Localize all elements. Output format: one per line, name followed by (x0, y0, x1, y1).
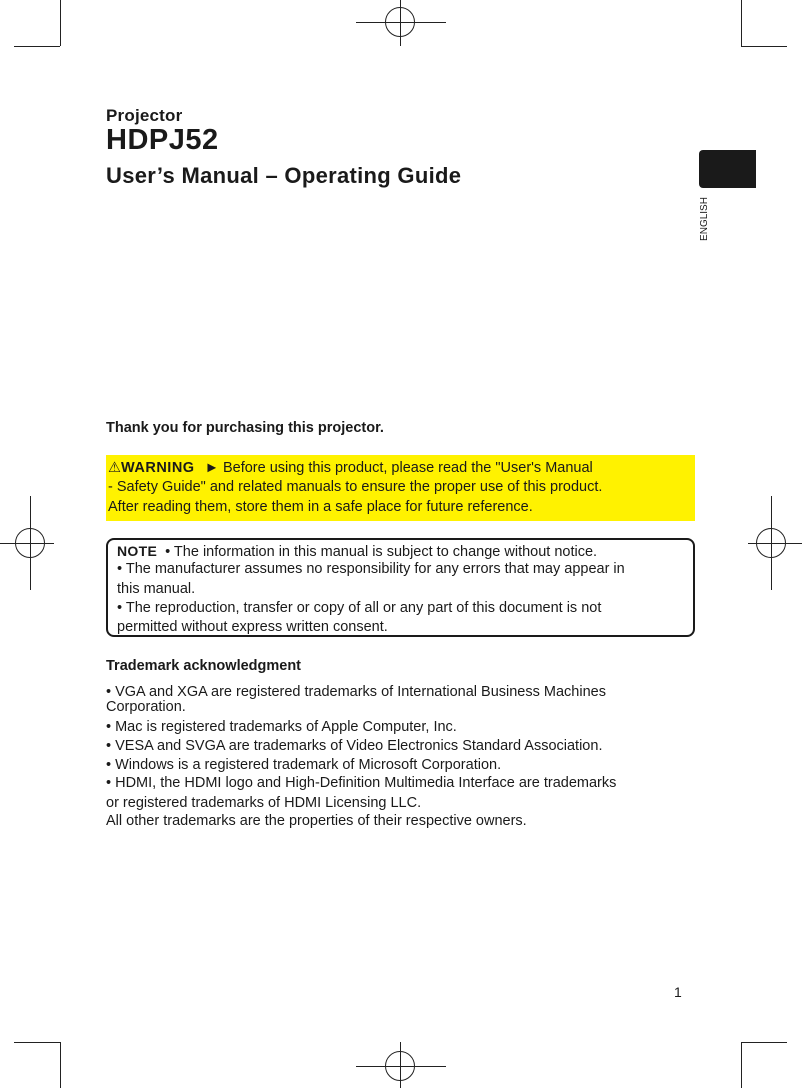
guide-title: User’s Manual – Operating Guide (106, 163, 462, 188)
trademark-line: • Mac is registered trademarks of Apple Computer, Inc. (106, 719, 457, 735)
warning-line-3: After reading them, store them in a safe place for future reference. (108, 499, 533, 515)
language-label: ENGLISH (699, 197, 710, 241)
trademark-heading: Trademark acknowledgment (106, 658, 302, 674)
warning-line-1 (108, 460, 593, 476)
note-line-1 (117, 543, 597, 560)
page-number: 1 (674, 984, 682, 1000)
warning-title: WARNING (121, 460, 195, 476)
note-line-5: permitted without express written consent. (117, 619, 388, 635)
language-tab (699, 150, 756, 188)
trademark-line: • VESA and SVGA are trademarks of Video Electronics Standard Association. (106, 738, 603, 754)
trademark-line: • Windows is a registered trademark of Microsoft Corporation. (106, 757, 502, 773)
trademark-line: Corporation. (106, 699, 186, 715)
warning-text-1: Before using this product, please read the "User's Manual (222, 460, 593, 476)
thanks-text: Thank you for purchasing this projector. (106, 420, 384, 436)
note-line-3: this manual. (117, 581, 196, 597)
warning-triangle-icon: ⚠ (108, 460, 121, 476)
warning-line-2: - Safety Guide" and related manuals to ensure the proper use of this product. (108, 479, 603, 495)
note-line-4: • The reproduction, transfer or copy of all or any part of this document is not (117, 600, 602, 616)
note-title: NOTE (117, 543, 158, 559)
arrow-right-icon: ► (204, 460, 219, 476)
trademark-line: • HDMI, the HDMI logo and High-Definition Multimedia Interface are trademarks (106, 775, 617, 791)
warning-box (106, 455, 695, 521)
note-box (106, 538, 695, 637)
note-text-1: • The information in this manual is subject to change without notice. (165, 544, 598, 560)
trademark-line: All other trademarks are the properties of their respective owners. (106, 813, 527, 829)
product-label: Projector (106, 106, 183, 125)
trademark-line: • VGA and XGA are registered trademarks of International Business Machines (106, 684, 606, 700)
trademark-line: or registered trademarks of HDMI Licensing LLC. (106, 795, 422, 811)
model-title: HDPJ52 (106, 124, 219, 156)
note-line-2: • The manufacturer assumes no responsibility for any errors that may appear in (117, 561, 625, 577)
